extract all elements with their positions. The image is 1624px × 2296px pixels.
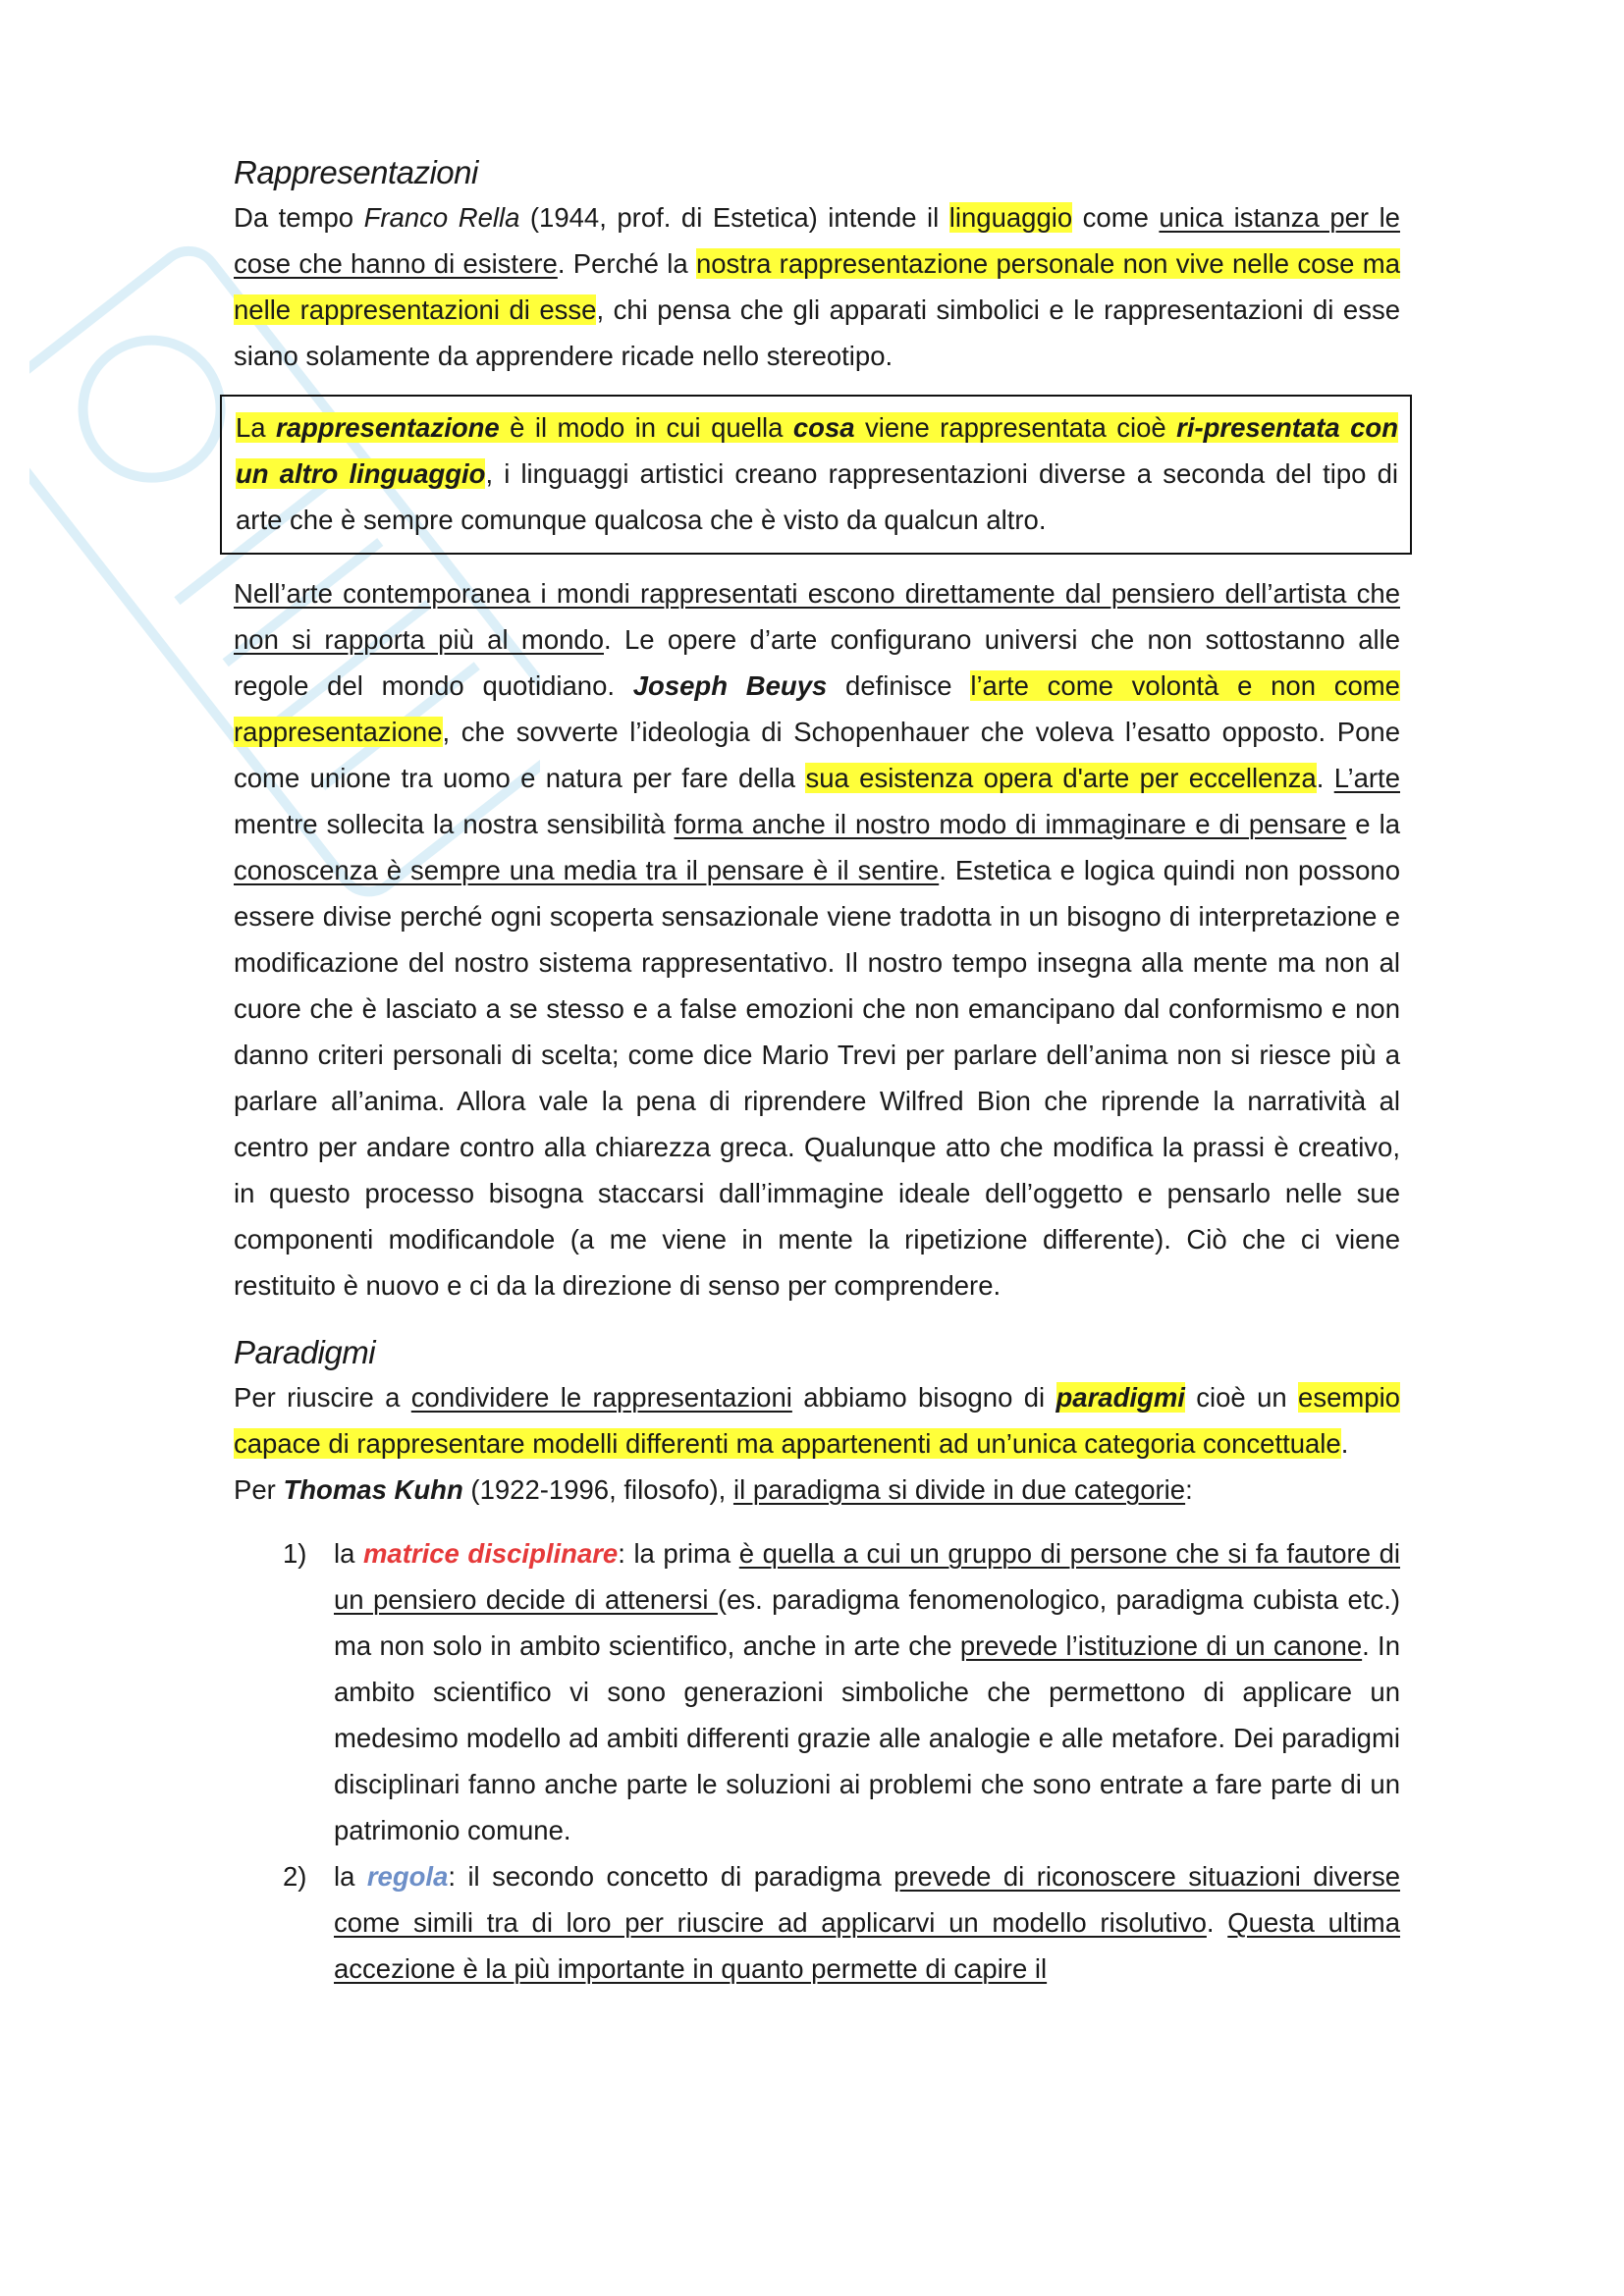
section-title-rappresentazioni: Rappresentazioni [234, 154, 478, 190]
highlight: nostra rappresentazione personale non vive nelle cose ma nelle rappresentazioni di esse [234, 247, 1400, 325]
list-item: 1) la matrice disciplinare: la prima è quella a cui un gruppo di persone che si fa fautore di un pensiero decide di attenersi (es. paradigma fenomenologico, paradigma cubista etc.) ma non solo in ambito scientifico, anche in arte che prevede l’istituzione di un canone. In ambito scientifico vi sono generazioni simboliche che permettono di applicare un medesimo modello ad ambiti differenti grazie alle analogie e alle metafore. Dei paradigmi disciplinari fanno anche parte le soluzioni ai problemi che sono entrate a fare parte di un patrimonio comune. [283, 1537, 1400, 1845]
term-cosa: cosa [792, 411, 855, 443]
term-ri-presentata: ri-presentata con un altro linguaggio [236, 411, 1399, 489]
paragraph-arte-contemporanea: Nell’arte contemporanea i mondi rappresentati escono direttamente dal pensiero dell’artista che non si rapporta più al mondo. Le opere d’arte configurano universi che non sottostanno alle regole del mondo quotidiano. Joseph Beuys definisce l’arte come volontà e non come rappresentazione, che sovverte l’ideologia di Schopenhauer che voleva l’esatto opposto. Pone come unione tra uomo e natura per fare della sua esistenza opera d'arte per eccellenza. L’arte mentre sollecita la nostra sensibilità forma anche il nostro modo di immaginare e di pensare e la conoscenza è sempre una media tra il pensare è il sentire. Estetica e logica quindi non possono essere divise perché ogni scoperta sensazionale viene tradotta in un bisogno di interpretazione e modificazione del nostro sistema rappresentativo. Il nostro tempo insegna alla mente ma non al cuore che è lasciato a se stesso e a false emozioni che non emancipano dal conformismo e non danno criteri personali di scelta; come dice Mario Trevi per parlare dell’anima non si riesce più a parlare all’anima. Allora vale la pena di riprendere Wilfred Bion che riprende la narratività al centro per andare contro alla chiarezza greca. Qualunque atto che modifica la prassi è creativo, in questo processo bisogna staccarsi dall’immagine ideale dell’oggetto e pensarlo nelle sue componenti modificandole (a me viene in mente la ripetizione differente). Ciò che ci viene restituito è nuovo e ci da la direzione di senso per comprendere. [234, 577, 1401, 1301]
person-name: Thomas Kuhn [283, 1473, 463, 1505]
definition-box: La rappresentazione è il modo in cui quella cosa viene rappresentata cioè ri-presentata con un altro linguaggio, i linguaggi artistici creano rappresentazioni diverse a seconda del tipo di arte che è sempre comunque qualcosa che è visto da qualcun altro. [220, 395, 1412, 555]
paragraph-kuhn: Per Thomas Kuhn (1922-1996, filosofo), il paradigma si divide in due categorie: [234, 1473, 1193, 1505]
document-page [234, 152, 1400, 1992]
highlight: linguaggio [948, 201, 1073, 233]
paragraph-paradigmi: Per riuscire a condividere le rappresentazioni abbiamo bisogno di paradigmi cioè un esempio capace di rappresentare modelli differenti ma appartenenti ad un’unica categoria concettuale. [234, 1381, 1400, 1459]
term-rappresentazione: rappresentazione [276, 411, 500, 443]
underline: unica istanza per le cose che hanno di esistere [234, 201, 1400, 279]
term-matrice-disciplinare: matrice disciplinare [362, 1537, 619, 1569]
person-name: Franco Rella [363, 201, 520, 233]
term-paradigmi: paradigmi [1056, 1381, 1185, 1413]
term-regola: regola [366, 1860, 449, 1892]
list-item: 2) la regola: il secondo concetto di paradigma prevede di riconoscere situazioni diverse come simili tra di loro per riuscire ad applicarvi un modello risolutivo. Questa ultima accezione è la più importante in quanto permette di capire il [283, 1860, 1400, 1984]
person-name: Joseph Beuys [632, 669, 828, 701]
paradigm-list [234, 1530, 1400, 1992]
section-title-paradigmi: Paradigmi [234, 1333, 376, 1370]
paragraph-intro: Da tempo Franco Rella (1944, prof. di Estetica) intende il linguaggio come unica istanza per le cose che hanno di esistere. Perché la nostra rappresentazione personale non vive nelle cose ma nelle rappresentazioni di esse, chi pensa che gli apparati simbolici e le rappresentazioni di esse siano solamente da apprendere ricade nello stereotipo. [234, 201, 1400, 371]
